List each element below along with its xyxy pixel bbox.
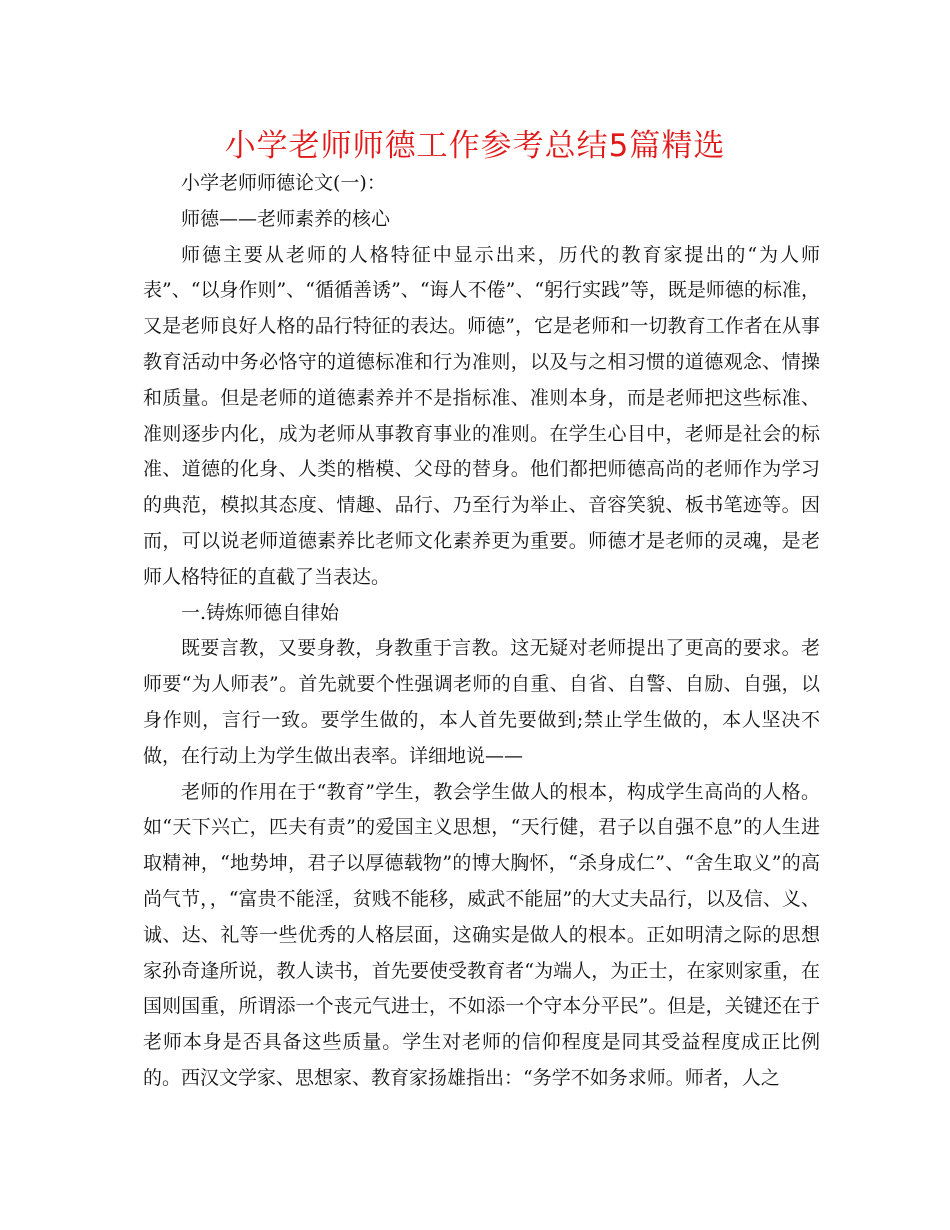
paragraph: 既要言教，又要身教，身教重于言教。这无疑对老师提出了更高的要求。老师要“为人师表”。首先就要个性强调老师的自重、自省、自警、自励、自强，以身作则，言行一致。要学生做的，本人首先要做到;禁止学生做的，本人坚决不做，在行动上为学生做出表率。详细地说——: [143, 637, 820, 767]
document-title: 小学老师师德工作参考总结5篇精选: [224, 128, 726, 164]
paragraph: 老师的作用在于“教育”学生，教会学生做人的根本，构成学生高尚的人格。如“天下兴亡，匹夫有责”的爱国主义思想，“天行健，君子以自强不息”的人生进取精神，“地势坤，君子以厚德载物”的博大胸怀，“杀身成仁”、“舍生取义”的高尚气节，，“富贵不能淫，贫贱不能移，威武不能屈”的大丈夫品行，以及信、义、诚、达、礼等一些优秀的人格层面，这确实是做人的根本。正如明清之际的思想家孙奇逢所说，教人读书，首先要使受教育者“为端人，为正士，在家则家重，在国则国重，所谓添一个丧元气进士，不如添一个守本分平民”。但是，关键还在于老师本身是否具备这些质量。学生对老师的信仰程度是同其受益程度成正比例的。西汉文学家、思想家、教育家扬雄指出：“务学不如务求师。师者，人之: [143, 780, 820, 1089]
paragraph-heading: 师德——老师素养的核心: [181, 207, 391, 230]
document-body: [143, 166, 820, 1097]
paragraph: 师德主要从老师的人格特征中显示出来，历代的教育家提出的“为人师表”、“以身作则”、“循循善诱”、“诲人不倦”、“躬行实践”等，既是师德的标准，又是老师良好人格的品行特征的表达。师德”，它是老师和一切教育工作者在从事教育活动中务必恪守的道德标准和行为准则，以及与之相习惯的道德观念、情操和质量。但是老师的道德素养并不是指标准、准则本身，而是老师把这些标准、准则逐步内化，成为老师从事教育事业的准则。在学生心目中，老师是社会的标准、道德的化身、人类的楷模、父母的替身。他们都把师德高尚的老师作为学习的典范，模拟其态度、情趣、品行、乃至行为举止、音容笑貌、板书笔迹等。因而，可以说老师道德素养比老师文化素养更为重要。师德才是老师的灵魂，是老师人格特征的直截了当表达。: [143, 243, 820, 588]
paragraph-subtitle: 小学老师师德论文(一)：: [181, 172, 386, 194]
section-heading: 一.铸炼师德自律始: [181, 601, 340, 624]
